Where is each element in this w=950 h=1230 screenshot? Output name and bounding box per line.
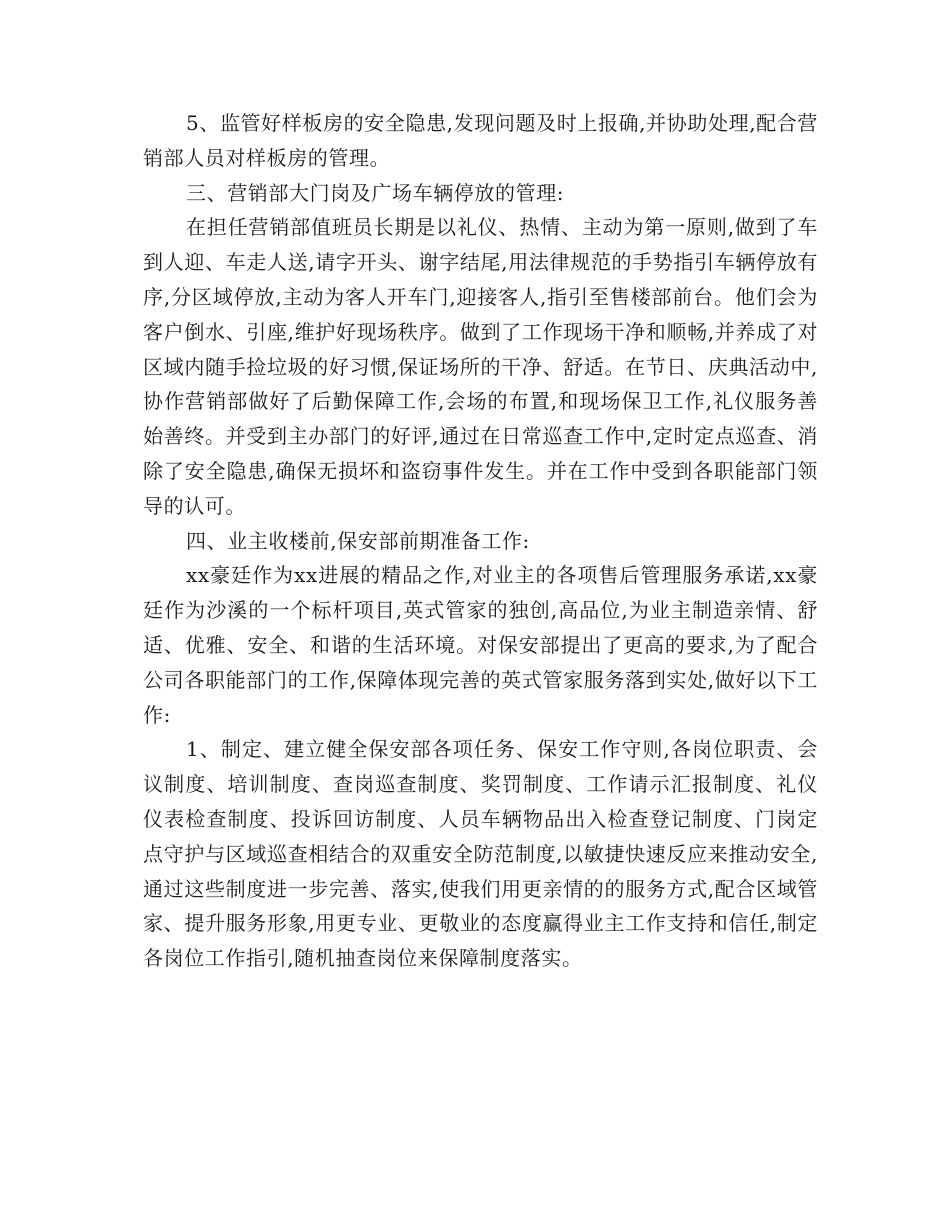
paragraph-item-1-regulations: 1、制定、建立健全保安部各项任务、保安工作守则,各岗位职责、会议制度、培训制度、查岗巡查制度、奖罚制度、工作请示汇报制度、礼仪仪表检查制度、投诉回访制度、人员车辆物品出入检查登记制度、门岗定点守护与区域巡查相结合的双重安全防范制度,以敏捷快速反应来推动安全,通过这些制度进一步完善、落实,使我们用更亲情的的服务方式,配合区域管家、提升服务形象,用更专业、更敬业的态度赢得业主工作支持和信任,制定各岗位工作指引,随机抽查岗位来保障制度落实。	[143, 737, 818, 971]
paragraph-project-intro: xx豪廷作为xx进展的精品之作,对业主的各项售后管理服务承诺,xx豪廷作为沙溪的一个标杆项目,英式管家的独创,高品位,为业主制造亲情、舒适、优雅、安全、和谐的生活环境。对保安部提出了更高的要求,为了配合公司各职能部门的工作,保障体现完善的英式管家服务落到实处,做好以下工作:	[143, 563, 818, 727]
paragraph-duty-description: 在担任营销部值班员长期是以礼仪、热情、主动为第一原则,做到了车到人迎、车走人送,请字开头、谢字结尾,用法律规范的手势指引车辆停放有序,分区域停放,主动为客人开车门,迎接客人,指引至售楼部前台。他们会为客户倒水、引座,维护好现场秩序。做到了工作现场干净和顺畅,并养成了对区域内随手捡垃圾的好习惯,保证场所的干净、舒适。在节日、庆典活动中,协作营销部做好了后勤保障工作,会场的布置,和现场保卫工作,礼仪服务善始善终。并受到主办部门的好评,通过在日常巡查工作中,定时定点巡查、消除了安全隐患,确保无损坏和盗窃事件发生。并在工作中受到各职能部门领导的认可。	[143, 215, 818, 518]
section-heading-pre-handover: 四、业主收楼前,保安部前期准备工作:	[186, 528, 530, 553]
paragraph-item-5-sample-room: 5、监管好样板房的安全隐患,发现问题及时上报确,并协助处理,配合营销部人员对样板房的管理。	[143, 111, 818, 170]
document-body	[143, 106, 818, 976]
section-heading-gate-parking: 三、营销部大门岗及广场车辆停放的管理:	[186, 180, 565, 205]
